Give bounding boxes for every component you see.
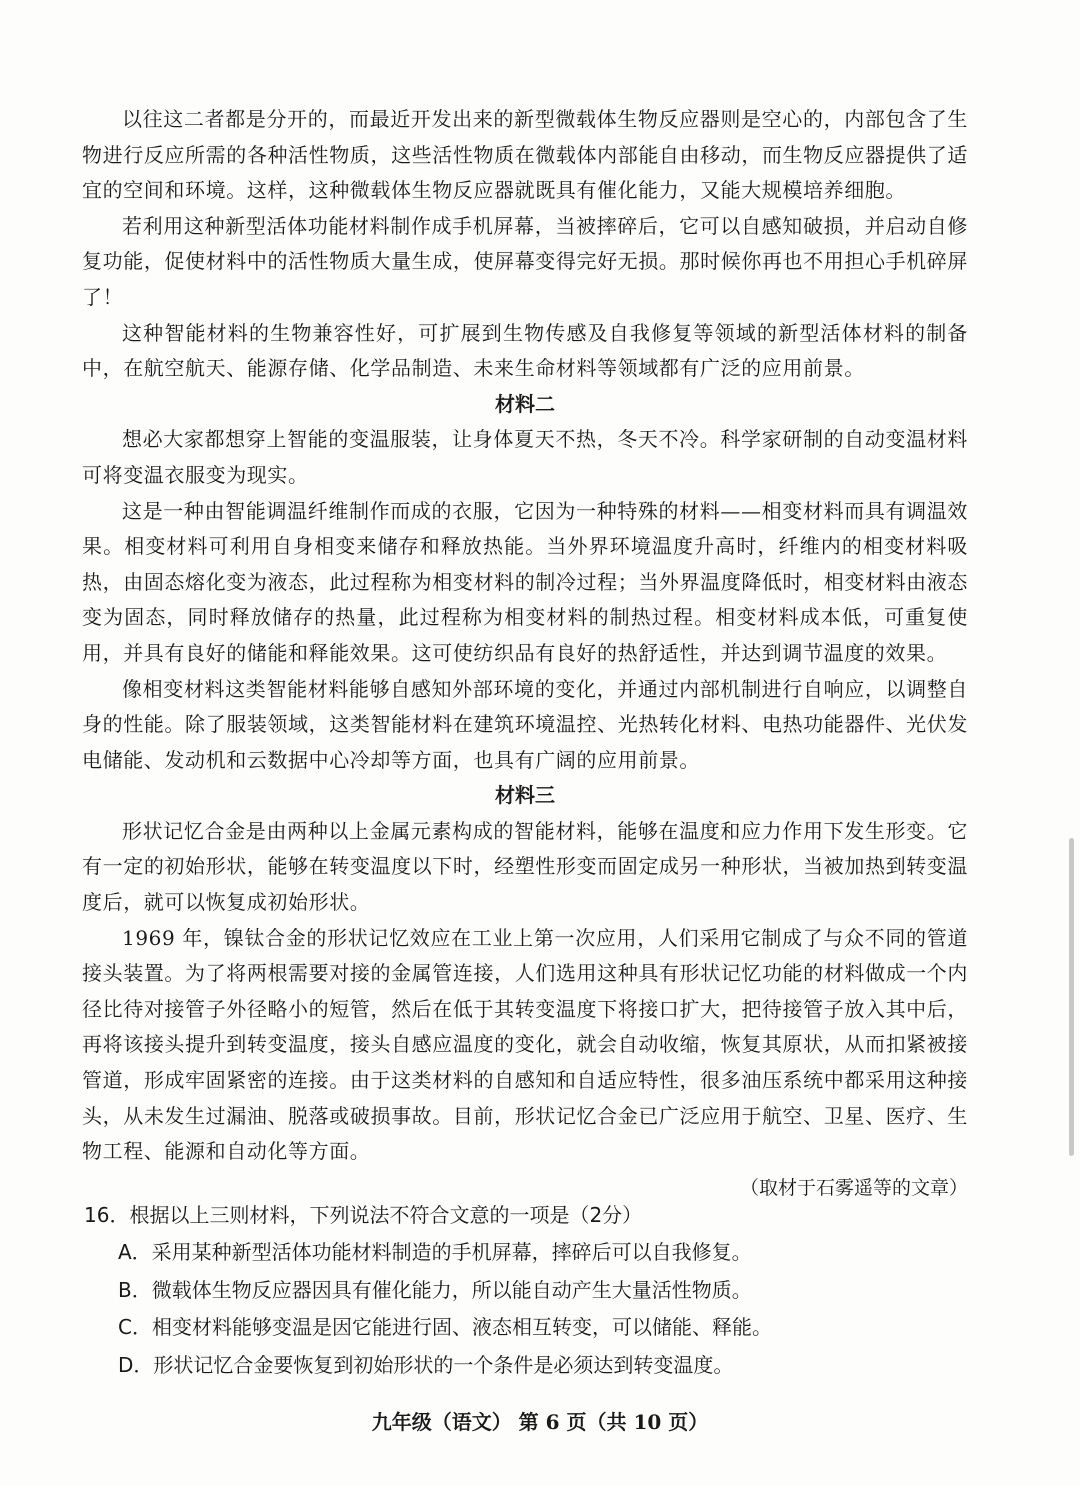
option-c: C．相变材料能够变温是因它能进行固、液态相互转变，可以储能、释能。 xyxy=(118,1315,772,1339)
option-d: D．形状记忆合金要恢复到初始形状的一个条件是必须达到转变温度。 xyxy=(118,1352,734,1377)
paragraph: 想必大家都想穿上智能的变温服装，让身体夏天不热，冬天不冷。科学家研制的自动变温材料可将变温衣服变为现实。 xyxy=(82,427,968,487)
paragraph: 这是一种由智能调温纤维制作而成的衣服，它因为一种特殊的材料——相变材料而具有调温效果。相变材料可利用自身相变来储存和释放热能。当外界环境温度升高时，纤维内的相变材料吸热，由固态熔化变为液态，此过程称为相变材料的制冷过程；当外界温度降低时，相变材料由液态变为固态，同时释放储存的热量，此过程称为相变材料的制热过程。相变材料成本低，可重复使用，并具有良好的储能和释能效果。这可使纺织品有良好的热舒适性，并达到调节温度的效果。 xyxy=(82,498,968,665)
paragraph: 形状记忆合金是由两种以上金属元素构成的智能材料，能够在温度和应力作用下发生形变。它有一定的初始形状，能够在转变温度以下时，经塑性形变而固定成另一种形状，当被加热到转变温度后，就可以恢复成初始形状。 xyxy=(82,818,968,915)
paragraph: 1969 年，镍钛合金的形状记忆效应在工业上第一次应用，人们采用它制成了与众不同的管道接头装置。为了将两根需要对接的金属管连接，人们选用这种具有形状记忆功能的材料做成一个内径比待对接管子外径略小的短管，然后在低于其转变温度下将接口扩大，把待接管子放入其中后，再将该接头提升到转变温度，接头自感应温度的变化，就会自动收缩，恢复其原状，从而扣紧被接管道，形成牢固紧密的连接。由于这类材料的自感知和自适应特性，很多油压系统中都采用这种接头，从未发生过漏油、脱落或破损事故。目前，形状记忆合金已广泛应用于航空、卫星、医疗、生物工程、能源和自动化等方面。 xyxy=(82,925,968,1164)
question-16 xyxy=(84,1196,974,1384)
section-title-material-two: 材料二 xyxy=(495,391,555,416)
paragraph: 以往这二者都是分开的，而最近开发出来的新型微载体生物反应器则是空心的，内部包含了生物进行反应所需的各种活性物质，这些活性物质在微载体内部能自由移动，而生物反应器提供了适宜的空间和环境。这样，这种微载体生物反应器就既具有催化能力，又能大规模培养细胞。 xyxy=(82,107,968,203)
paragraph: 这种智能材料的生物兼容性好，可扩展到生物传感及自我修复等领域的新型活体材料的制备中，在航空航天、能源存储、化学品制造、未来生命材料等领域都有广泛的应用前景。 xyxy=(82,320,968,381)
paragraph: 若利用这种新型活体功能材料制作成手机屏幕，当被摔碎后，它可以自感知破损，并启动自修复功能，促使材料中的活性物质大量生成，使屏幕变得完好无损。那时候你再也不用担心手机碎屏了！ xyxy=(82,213,968,309)
paragraph: 像相变材料这类智能材料能够自感知外部环境的变化，并通过内部机制进行自响应，以调整自身的性能。除了服装领域，这类智能材料在建筑环境温控、光热转化材料、电热功能器件、光伏发电储能、发动机和云数据中心冷却等方面，也具有广阔的应用前景。 xyxy=(82,676,968,772)
option-a: A．采用某种新型活体功能材料制造的手机屏幕，摔碎后可以自我修复。 xyxy=(118,1240,752,1264)
option-b: B．微载体生物反应器因具有催化能力，所以能自动产生大量活性物质。 xyxy=(118,1277,752,1302)
section-title-material-three: 材料三 xyxy=(495,783,555,808)
reading-passage xyxy=(82,102,968,1206)
question-stem: 16．根据以上三则材料，下列说法不符合文意的一项是（2分） xyxy=(84,1203,643,1227)
scrollbar-thumb[interactable] xyxy=(1069,838,1074,1156)
source-citation: （取材于石雾遥等的文章） xyxy=(739,1176,968,1199)
page-footer: 九年级（语文） 第 6 页（共 10 页） xyxy=(371,1410,709,1434)
